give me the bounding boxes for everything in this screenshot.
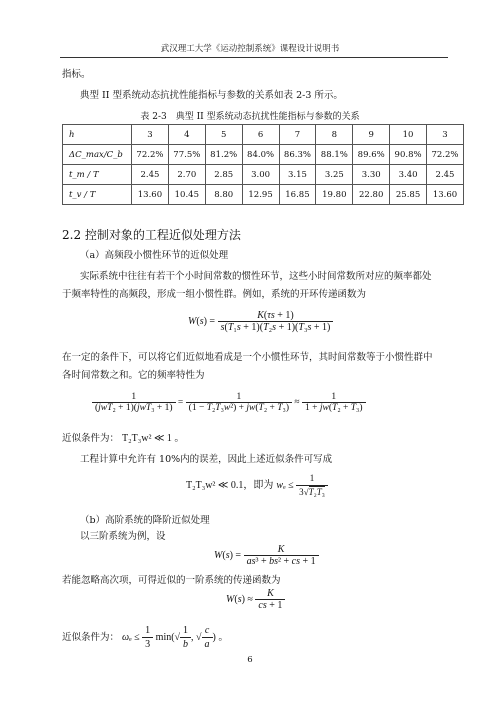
table-cell: 81.2% (205, 145, 242, 165)
equation-open-loop-transfer: W(s) = $\frac{K(\tau s + 1)}{\text{s(T₁s + 1)(T₂s + 1)(T₃s + 1)}}$ (188, 310, 333, 333)
table-row-label: t_v / T (63, 185, 132, 205)
table-cell: 72.2% (132, 145, 169, 165)
table-row (63, 145, 464, 165)
condition-2-expression: T₂T₃w² ≪ 0.1，即为 (186, 479, 274, 491)
table-cell: 16.85 (279, 185, 316, 205)
table-header-cell: 10 (390, 125, 427, 145)
performance-table (62, 124, 464, 205)
table-cell: 72.2% (427, 145, 464, 165)
paragraph-1-line-1: 实际系统中往往有若干个小时间常数的惯性环节，这些小时间常数所对应的频率都处 (80, 271, 432, 282)
table-header-cell: h (63, 125, 132, 145)
table-cell: 19.80 (316, 185, 353, 205)
table-header-cell: 3 (132, 125, 169, 145)
table-cell: 2.45 (132, 165, 169, 185)
header-rule (60, 57, 448, 58)
table-cell: 12.95 (242, 185, 279, 205)
running-header: 武汉理工大学《运动控制系统》课程设计说明书 (160, 44, 340, 54)
table-cell: 86.3% (279, 145, 316, 165)
table-header-cell: 8 (316, 125, 353, 145)
condition-3-label: 近似条件为： (62, 631, 120, 643)
table-cell: 2.70 (168, 165, 205, 185)
table-cell: 88.1% (316, 145, 353, 165)
table-cell: 77.5% (168, 145, 205, 165)
condition-2 (186, 472, 328, 499)
table-header-cell: 4 (168, 125, 205, 145)
paragraph-2-line-1: 在一定的条件下，可以将它们近似地看成是一个小惯性环节，其时间常数等于小惯性群中 (62, 352, 433, 363)
page-number: 6 (247, 655, 253, 665)
table-cell: 3.30 (353, 165, 390, 185)
paragraph-5: 若能忽略高次项，可得近似的一阶系统的传递函数为 (62, 575, 281, 586)
condition-3-expression: ωₑ ≤ $\frac{1}{3}$ min(√ $\frac{1}{b}$ , √ $\frac{c}{a}$ ) 。 (122, 625, 229, 650)
table-cell: 22.80 (353, 185, 390, 205)
table-cell: 90.8% (390, 145, 427, 165)
table-header-cell: 3 (427, 125, 464, 145)
condition-1 (62, 432, 184, 445)
table-cell: 3.15 (279, 165, 316, 185)
table-cell: 10.45 (168, 185, 205, 205)
table-cell: 2.85 (205, 165, 242, 185)
table-cell: 2.45 (427, 165, 464, 185)
table-caption: 表 2-3 典型 II 型系统动态抗扰性能指标与参数的关系 (140, 112, 360, 122)
table-header-cell: 6 (242, 125, 279, 145)
table-cell: 3.40 (390, 165, 427, 185)
paragraph-3: 工程计算中允许有 10%内的误差，因此上述近似条件可写成 (80, 454, 333, 465)
table-cell: 3.00 (242, 165, 279, 185)
subsection-a-heading: （a）高频段小惯性环节的近似处理 (80, 250, 229, 261)
condition-1-label: 近似条件为： (62, 433, 120, 444)
table-header-cell: 5 (205, 125, 242, 145)
paragraph-1-line-2: 于频率特性的高频段，形成一组小惯性群。例如，系统的开环传递函数为 (62, 289, 367, 300)
equation-third-order: W(s) = $\frac{K}{\text{as³ + bs² + cs + 1}}$ (214, 544, 319, 567)
table-row (63, 125, 464, 145)
equation-frequency-characteristic: $\frac{1}{\text{(jwT₂ + 1)(jwT₃ + 1)}}$ = $\frac{1}{\text{(1 − T₂T₃w²) + jw(T₂ + T₃)}}$ ≈ $\frac{1}{\text{1 + jw(T₂ + T₃)}}$ (92, 392, 366, 413)
table-cell: 8.80 (205, 185, 242, 205)
equation-first-order: W(s) ≈ $\frac{K}{cs + 1}$ (226, 588, 285, 611)
table-cell: 13.60 (132, 185, 169, 205)
section-heading: 2.2 控制对象的工程近似处理方法 (62, 228, 241, 242)
condition-1-expression: T₂T₃w² ≪ 1 。 (122, 433, 185, 444)
table-header-cell: 9 (353, 125, 390, 145)
condition-3 (62, 624, 228, 651)
condition-2-bound: wₑ ≤ $\frac{1}{\text{3√T₂T₃}}$ (276, 480, 328, 491)
table-header-cell: 7 (279, 125, 316, 145)
table-cell: 25.85 (390, 185, 427, 205)
table-cell: 89.6% (353, 145, 390, 165)
intro-line-1: 指标。 (62, 69, 91, 80)
table-row (63, 165, 464, 185)
table-cell: 3.25 (316, 165, 353, 185)
table-cell: 84.0% (242, 145, 279, 165)
table-row-label: ΔC_max/C_b (63, 145, 132, 165)
table-row-label: t_m / T (63, 165, 132, 185)
paragraph-4: 以三阶系统为例，设 (80, 531, 166, 542)
paragraph-2-line-2: 各时间常数之和。它的频率特性为 (62, 370, 205, 381)
subsection-b-heading: （b）高阶系统的降阶近似处理 (80, 515, 210, 526)
intro-line-2: 典型 II 型系统动态抗扰性能指标与参数的关系如表 2-3 所示。 (80, 90, 343, 101)
table-cell: 13.60 (427, 185, 464, 205)
table-row (63, 185, 464, 205)
